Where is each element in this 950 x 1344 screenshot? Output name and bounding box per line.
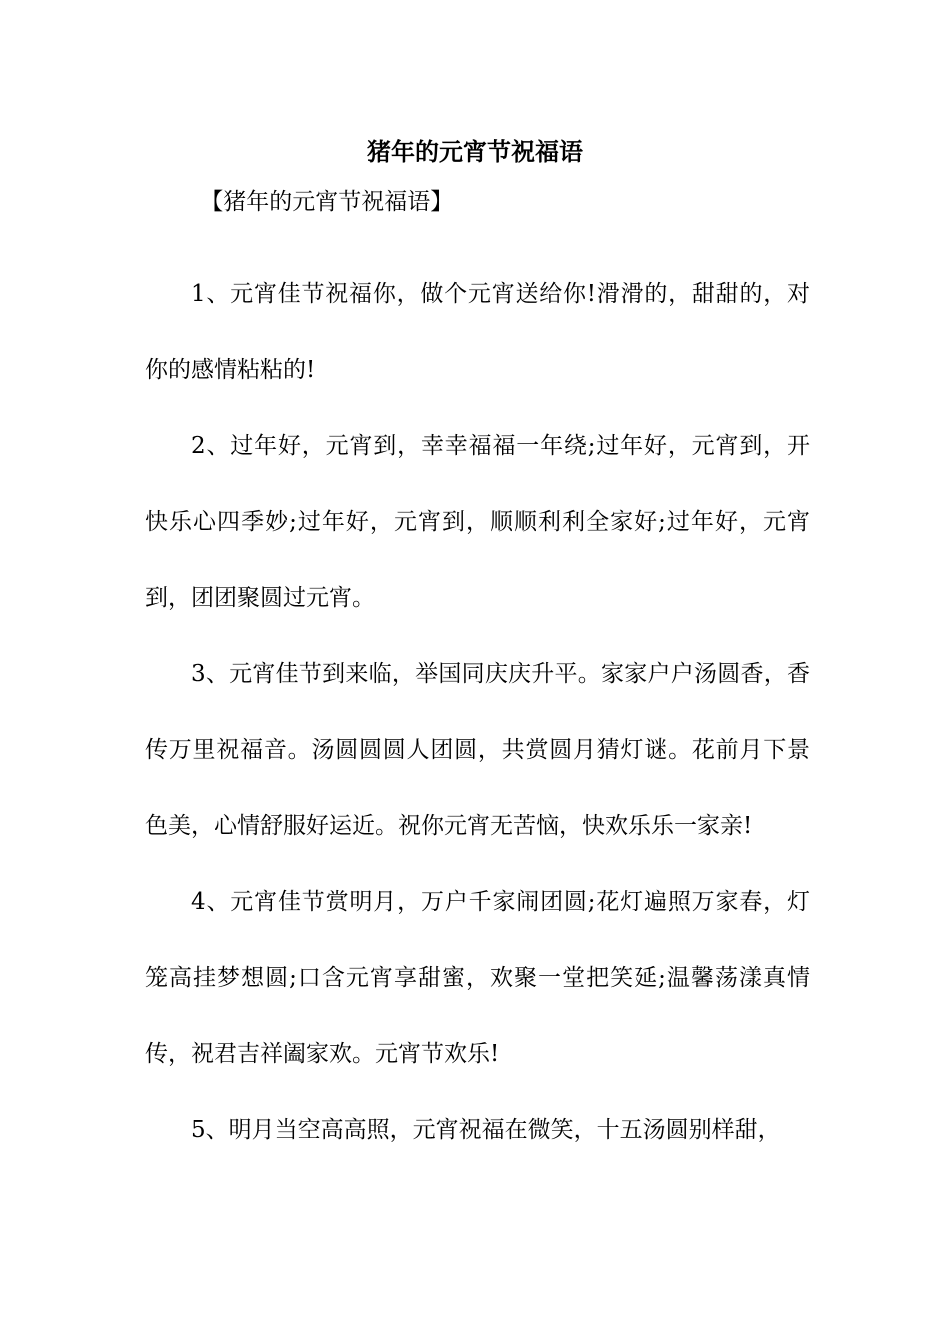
paragraph-3: 3、元宵佳节到来临，举国同庆庆升平。家家户户汤圆香，香传万里祝福音。汤圆圆圆人团圆，共赏圆月猜灯谜。花前月下景色美，心情舒服好运近。祝你元宵无苦恼，快欢乐乐一家亲! — [145, 661, 810, 839]
paragraph-2: 2、过年好，元宵到，幸幸福福一年绕;过年好，元宵到，开快乐心四季妙;过年好，元宵到，顺顺利利全家好;过年好，元宵到，团团聚圆过元宵。 — [145, 433, 810, 611]
paragraph-1: 1、元宵佳节祝福你，做个元宵送给你!滑滑的，甜甜的，对你的感情粘粘的! — [145, 281, 810, 383]
document-body — [145, 180, 810, 1168]
paragraph-4: 4、元宵佳节赏明月，万户千家闹团圆;花灯遍照万家春，灯笼高挂梦想圆;口含元宵享甜蜜，欢聚一堂把笑延;温馨荡漾真情传，祝君吉祥阖家欢。元宵节欢乐! — [145, 889, 810, 1067]
paragraph-5: 5、明月当空高高照，元宵祝福在微笑，十五汤圆别样甜， — [191, 1117, 781, 1143]
document-title: 猪年的元宵节祝福语 — [367, 138, 583, 166]
document-subtitle: 【猪年的元宵节祝福语】 — [200, 189, 454, 215]
